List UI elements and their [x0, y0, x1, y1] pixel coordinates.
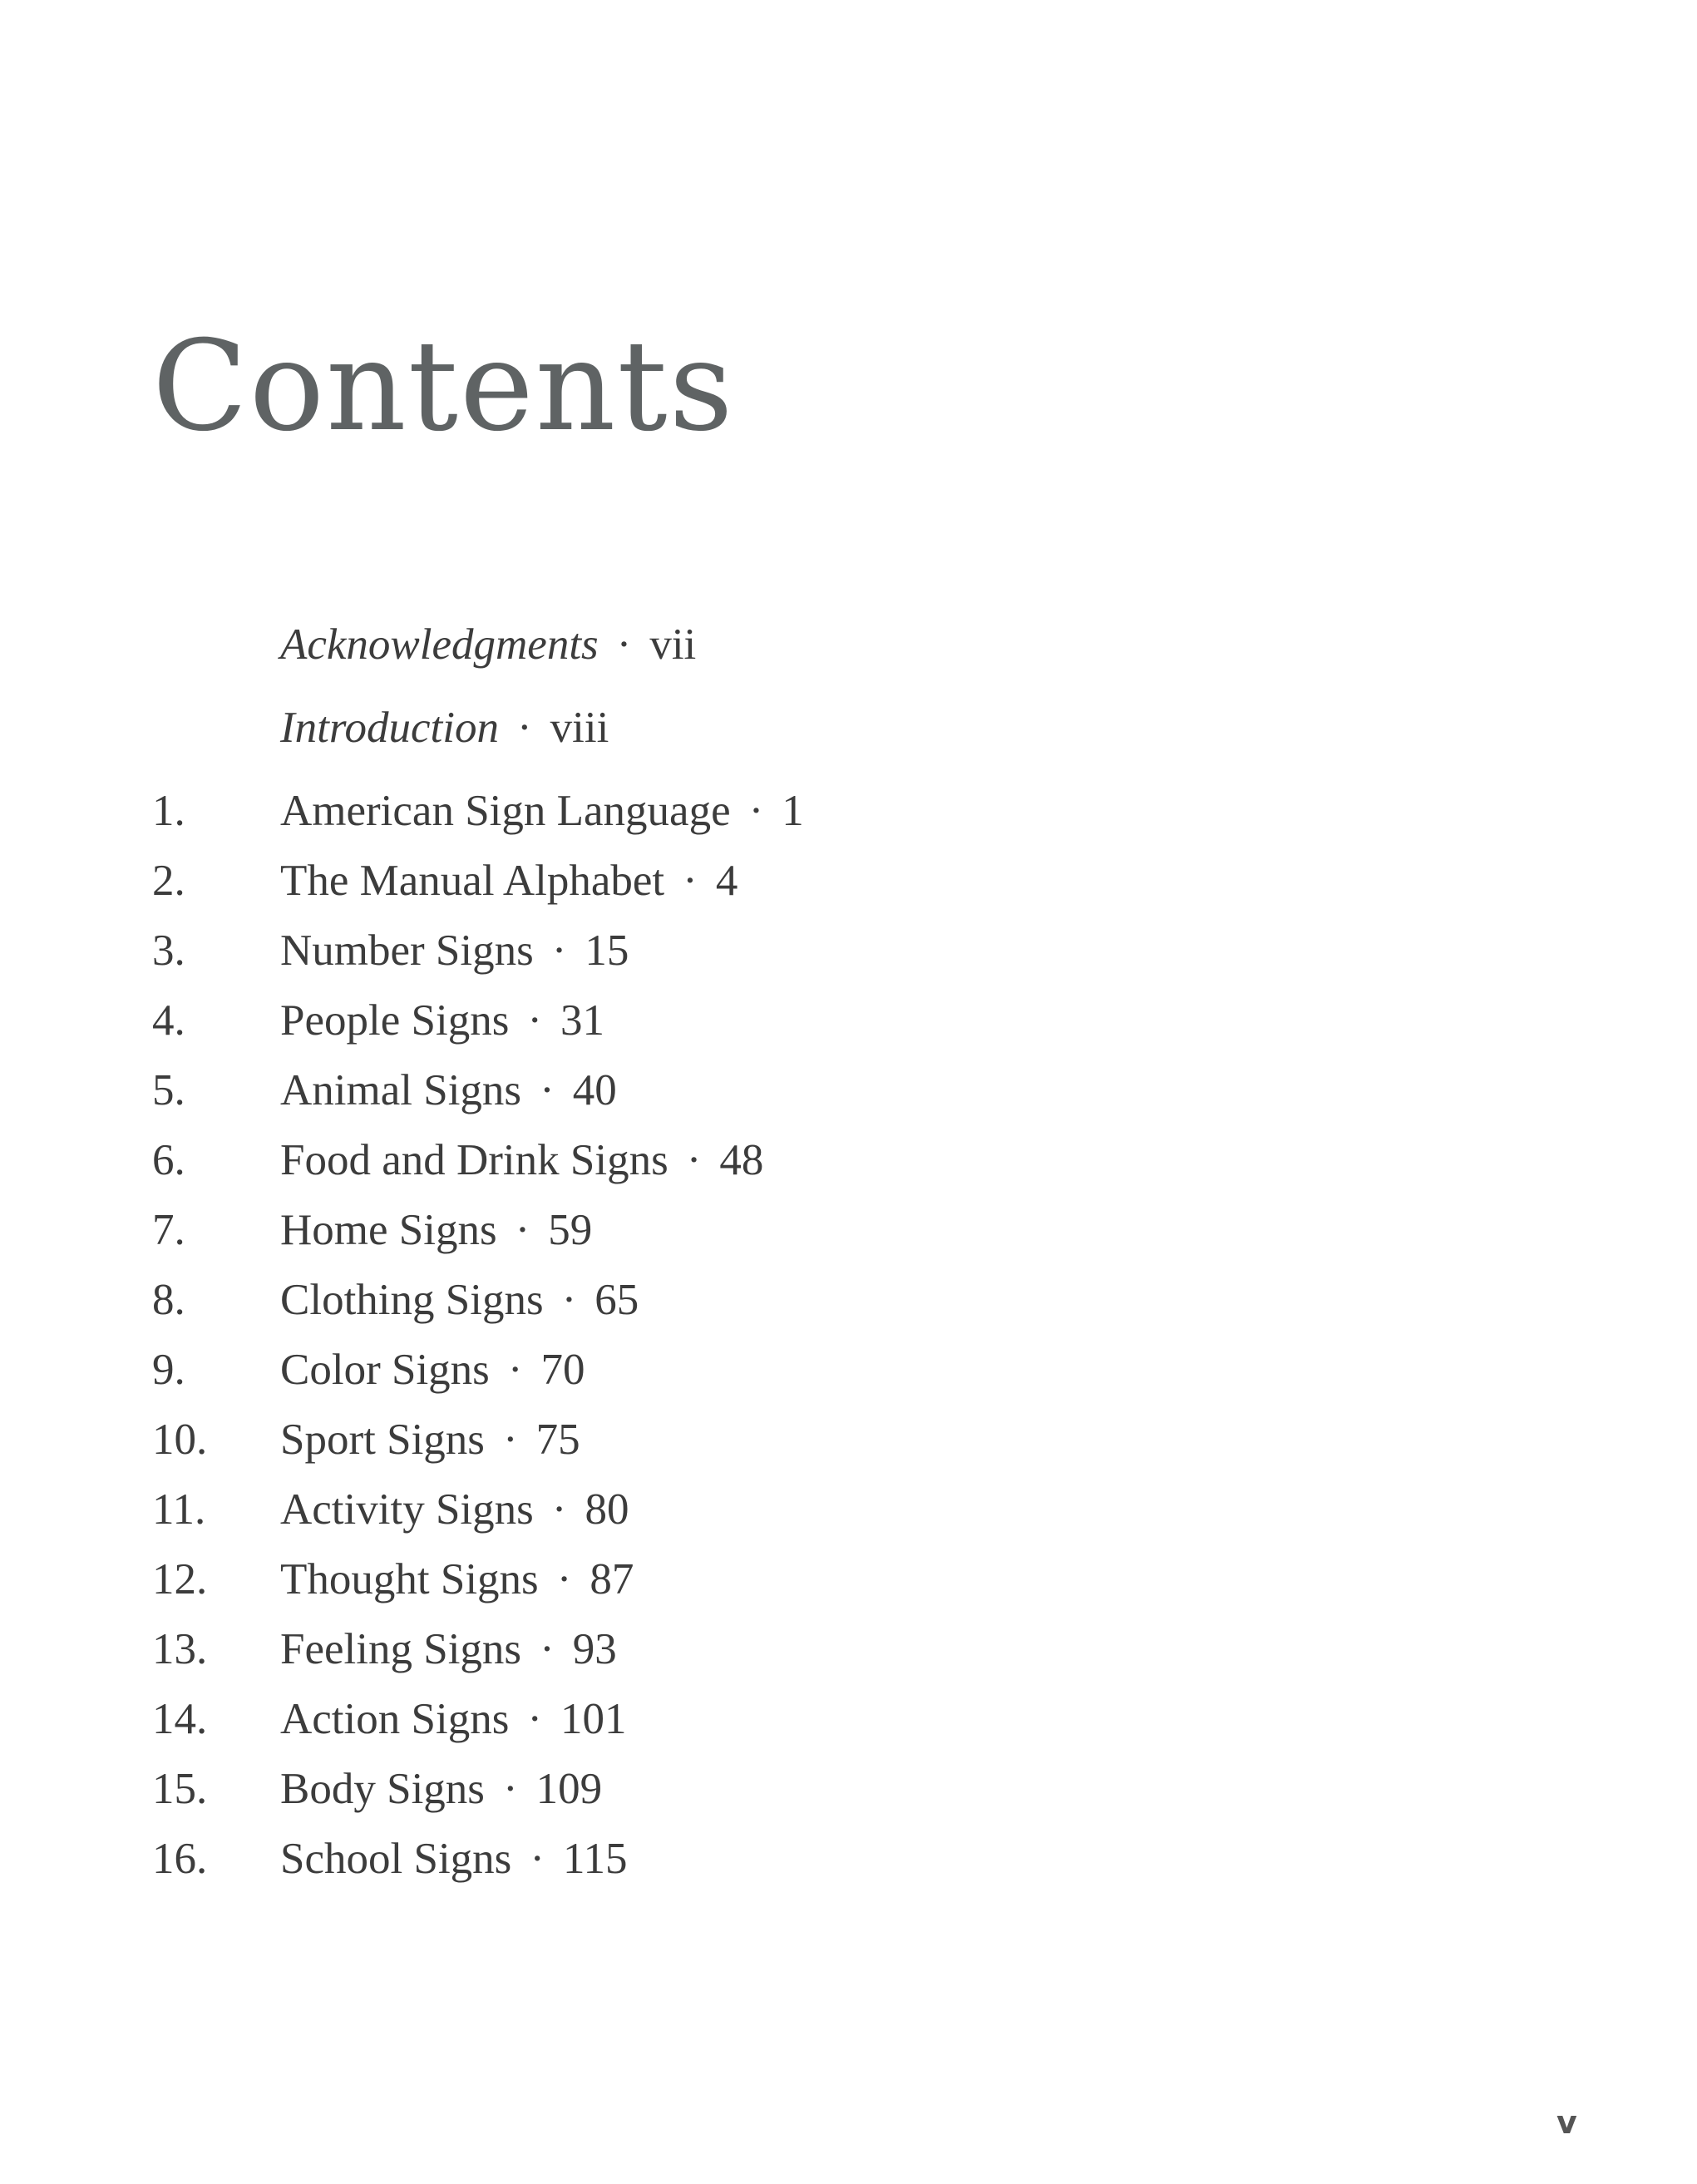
entry-page: viii — [550, 704, 609, 752]
entry-label: Acknowledgments — [280, 620, 599, 669]
toc-entry — [280, 846, 738, 916]
separator-dot: · — [748, 787, 764, 835]
entry-label: Food and Drink Signs — [280, 1136, 668, 1184]
chapter-number: 16. — [152, 1835, 208, 1883]
entry-page: 101 — [560, 1695, 627, 1743]
toc-entry — [280, 1614, 617, 1684]
separator-dot: · — [502, 1765, 518, 1813]
entry-page: 75 — [535, 1416, 580, 1464]
chapter-number: 8. — [152, 1276, 185, 1324]
toc-entry — [280, 1754, 602, 1824]
entry-page: 48 — [719, 1136, 764, 1184]
toc-entry — [280, 1125, 763, 1195]
entry-label: Color Signs — [280, 1346, 490, 1394]
chapter-number: 1. — [152, 787, 185, 835]
toc-entry — [280, 1265, 639, 1335]
entry-page: 115 — [562, 1835, 628, 1883]
entry-label: Thought Signs — [280, 1555, 539, 1603]
entry-label: Activity Signs — [280, 1485, 534, 1534]
chapter-number: 3. — [152, 926, 185, 975]
toc-entry — [280, 1684, 626, 1754]
separator-dot: · — [527, 1695, 542, 1743]
entry-page: 59 — [548, 1206, 593, 1254]
page-title: Contents — [152, 314, 735, 459]
separator-dot: · — [540, 1066, 555, 1114]
toc-entry — [280, 1195, 592, 1265]
entry-label: Sport Signs — [280, 1416, 485, 1464]
entry-label: Clothing Signs — [280, 1276, 544, 1324]
entry-page: 31 — [560, 996, 604, 1045]
separator-dot: · — [540, 1625, 555, 1673]
separator-dot: · — [686, 1136, 702, 1184]
entry-label: American Sign Language — [280, 787, 731, 835]
toc-entry — [280, 1405, 580, 1475]
entry-page: 40 — [572, 1066, 617, 1114]
toc-entry — [280, 1475, 629, 1544]
separator-dot: · — [616, 620, 632, 669]
separator-dot: · — [556, 1555, 572, 1603]
entry-label: The Manual Alphabet — [280, 857, 665, 905]
chapter-number: 14. — [152, 1695, 208, 1743]
chapter-number: 2. — [152, 857, 185, 905]
separator-dot: · — [683, 857, 698, 905]
toc-entry — [280, 1544, 634, 1614]
entry-label: Animal Signs — [280, 1066, 522, 1114]
entry-label: People Signs — [280, 996, 510, 1045]
chapter-number: 11. — [152, 1485, 206, 1534]
separator-dot: · — [561, 1276, 577, 1324]
separator-dot: · — [502, 1416, 518, 1464]
separator-dot: · — [551, 926, 567, 975]
entry-label: Feeling Signs — [280, 1625, 522, 1673]
toc-entry — [280, 776, 804, 846]
entry-page: 87 — [590, 1555, 634, 1603]
entry-page: 65 — [594, 1276, 639, 1324]
chapter-number: 6. — [152, 1136, 185, 1184]
entry-label: Number Signs — [280, 926, 534, 975]
chapter-number: 9. — [152, 1346, 185, 1394]
toc-entry — [280, 916, 629, 986]
separator-dot: · — [530, 1835, 545, 1883]
chapter-number: 10. — [152, 1416, 208, 1464]
chapter-number: 12. — [152, 1555, 208, 1603]
chapter-number: 13. — [152, 1625, 208, 1673]
entry-page: 1 — [782, 787, 804, 835]
entry-page: 4 — [715, 857, 738, 905]
toc-entry — [280, 1335, 585, 1405]
entry-page: 80 — [585, 1485, 629, 1534]
separator-dot: · — [527, 996, 542, 1045]
toc-entry — [280, 1824, 628, 1894]
toc-entry — [280, 693, 609, 763]
entry-label: School Signs — [280, 1835, 512, 1883]
separator-dot: · — [515, 1206, 530, 1254]
separator-dot: · — [551, 1485, 567, 1534]
entry-label: Body Signs — [280, 1765, 485, 1813]
entry-label: Action Signs — [280, 1695, 510, 1743]
entry-label: Home Signs — [280, 1206, 497, 1254]
chapter-number: 4. — [152, 996, 185, 1045]
entry-page: vii — [649, 620, 697, 669]
toc-entry — [280, 1055, 617, 1125]
separator-dot: · — [507, 1346, 523, 1394]
page-number: v — [1556, 2104, 1577, 2141]
chapter-number: 15. — [152, 1765, 208, 1813]
entry-page: 109 — [535, 1765, 603, 1813]
separator-dot: · — [517, 704, 532, 752]
chapter-number: 5. — [152, 1066, 185, 1114]
entry-page: 93 — [572, 1625, 617, 1673]
toc-entry — [280, 986, 604, 1055]
chapter-number: 7. — [152, 1206, 185, 1254]
entry-label: Introduction — [280, 704, 500, 752]
toc-entry — [280, 610, 696, 679]
entry-page: 70 — [540, 1346, 585, 1394]
entry-page: 15 — [585, 926, 629, 975]
